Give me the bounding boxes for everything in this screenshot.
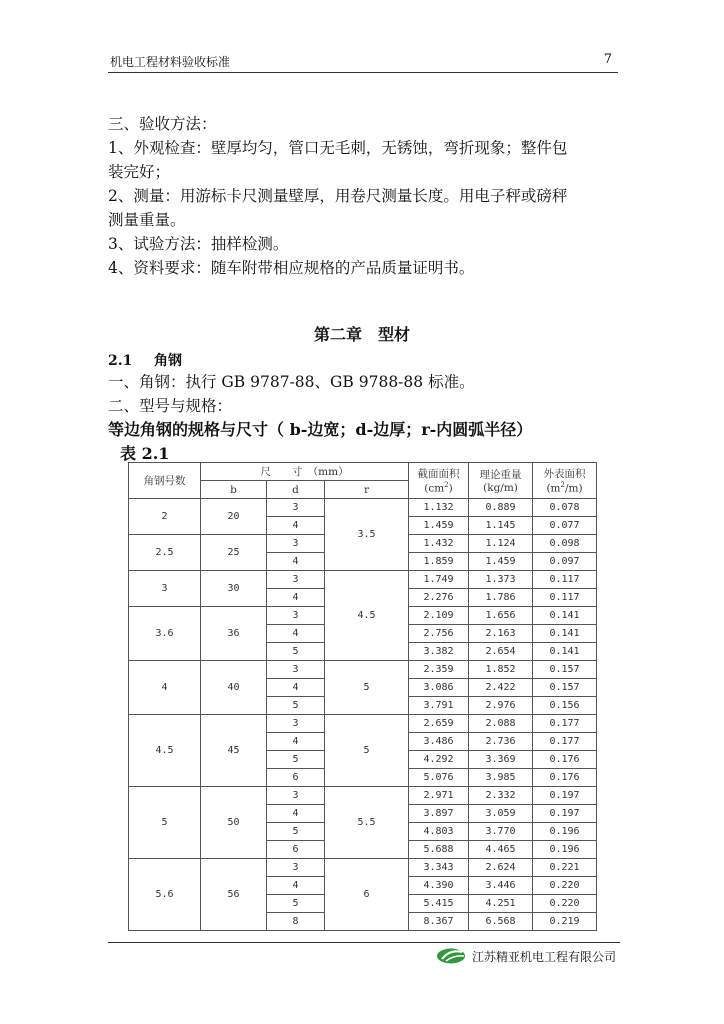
b-cell: 50 [201,787,267,859]
table-label: 表 2.1 [120,444,170,463]
d-cell: 5 [267,823,325,841]
surface-cell: 0.197 [533,787,597,805]
surface-cell: 0.156 [533,697,597,715]
weight-cell: 2.332 [469,787,533,805]
page-number: 7 [603,52,612,67]
footer-divider [108,942,620,943]
d-cell: 3 [267,607,325,625]
weight-cell: 2.422 [469,679,533,697]
area-cell: 2.971 [409,787,469,805]
model-cell: 5 [129,787,201,859]
d-cell: 4 [267,733,325,751]
section-heading [108,350,182,370]
model-cell: 3.6 [129,607,201,661]
weight-cell: 1.656 [469,607,533,625]
section-title: 角钢 [154,353,182,369]
page-footer [436,947,616,965]
standard-line: 一、角钢：执行 GB 9787-88、GB 9788-88 标准。 [108,373,475,391]
surface-cell: 0.141 [533,643,597,661]
b-cell: 36 [201,607,267,661]
area-cell: 1.432 [409,535,469,553]
weight-cell: 2.736 [469,733,533,751]
surface-cell: 0.157 [533,661,597,679]
surface-cell: 0.196 [533,823,597,841]
surface-unit-text: (m [546,482,561,495]
header-r: r [325,481,409,499]
section-number: 2.1 [108,353,133,369]
surface-cell: 0.220 [533,877,597,895]
area-cell: 1.749 [409,571,469,589]
header-area [409,463,469,499]
weight-cell: 2.976 [469,697,533,715]
d-cell: 6 [267,769,325,787]
area-cell: 4.390 [409,877,469,895]
surface-cell: 0.078 [533,499,597,517]
weight-cell: 1.459 [469,553,533,571]
d-cell: 5 [267,751,325,769]
area-cell: 2.109 [409,607,469,625]
surface-cell: 0.177 [533,715,597,733]
header-weight-unit: (kg/m) [483,482,518,494]
method-block [108,112,620,280]
b-cell: 40 [201,661,267,715]
surface-cell: 0.117 [533,589,597,607]
weight-cell: 4.251 [469,895,533,913]
surface-cell: 0.141 [533,607,597,625]
area-unit-sup: 2 [444,481,449,490]
area-cell: 1.459 [409,517,469,535]
area-cell: 5.688 [409,841,469,859]
b-cell: 25 [201,535,267,571]
header-surface-label: 外表面积 [543,468,586,481]
area-cell: 3.791 [409,697,469,715]
model-cell: 3 [129,571,201,607]
area-cell: 2.756 [409,625,469,643]
d-cell: 3 [267,535,325,553]
method-line: 4、资料要求：随车附带相应规格的产品质量证明书。 [108,259,475,277]
header-weight-label: 理论重量 [479,469,522,481]
table-row [129,787,597,805]
surface-cell: 0.176 [533,751,597,769]
header-b: b [201,481,267,499]
header-area-unit [409,481,468,495]
d-cell: 3 [267,859,325,877]
d-cell: 5 [267,643,325,661]
table-row [129,571,597,589]
model-cell: 2 [129,499,201,535]
surface-cell: 0.220 [533,895,597,913]
header-area-label: 截面面积 [417,468,460,481]
d-cell: 4 [267,517,325,535]
weight-cell: 3.770 [469,823,533,841]
r-cell: 3.5 [325,499,409,571]
table-body [129,499,597,931]
method-line: 3、试验方法：抽样检测。 [108,235,289,253]
area-cell: 4.803 [409,823,469,841]
area-unit-close: ) [448,482,453,495]
r-cell: 5 [325,661,409,715]
weight-cell: 2.624 [469,859,533,877]
area-cell: 2.276 [409,589,469,607]
method-line: 测量重量。 [108,211,186,229]
r-cell: 5.5 [325,787,409,859]
d-cell: 3 [267,499,325,517]
area-cell: 1.859 [409,553,469,571]
area-cell: 3.486 [409,733,469,751]
d-cell: 4 [267,625,325,643]
table-row [129,859,597,877]
area-cell: 4.292 [409,751,469,769]
company-name: 江苏精亚机电工程有限公司 [471,949,616,964]
method-line: 2、测量：用游标卡尺测量壁厚，用卷尺测量长度。用电子秤或磅秤 [108,187,568,205]
weight-cell: 3.985 [469,769,533,787]
d-cell: 3 [267,571,325,589]
surface-cell: 0.097 [533,553,597,571]
surface-cell: 0.221 [533,859,597,877]
area-cell: 2.359 [409,661,469,679]
area-cell: 5.076 [409,769,469,787]
surface-cell: 0.196 [533,841,597,859]
surface-cell: 0.157 [533,679,597,697]
area-cell: 3.897 [409,805,469,823]
d-cell: 4 [267,805,325,823]
d-cell: 4 [267,553,325,571]
angle-steel-table [128,462,597,931]
surface-cell: 0.098 [533,535,597,553]
spec-block [108,370,620,418]
surface-cell: 0.177 [533,733,597,751]
table-title: 等边角钢的规格与尺寸（ b-边宽；d-边厚；r-内圆弧半径） [108,420,533,439]
company-logo-icon [436,947,470,965]
weight-cell: 1.145 [469,517,533,535]
surface-unit-close: /m) [564,482,583,495]
header-surface [533,463,597,499]
model-cell: 5.6 [129,859,201,931]
table-row [129,715,597,733]
document-title: 机电工程材料验收标准 [110,55,231,69]
surface-cell: 0.176 [533,769,597,787]
weight-cell: 1.852 [469,661,533,679]
d-cell: 4 [267,877,325,895]
area-cell: 8.367 [409,913,469,931]
weight-cell: 2.163 [469,625,533,643]
b-cell: 20 [201,499,267,535]
d-cell: 6 [267,841,325,859]
area-cell: 2.659 [409,715,469,733]
b-cell: 45 [201,715,267,787]
weight-cell: 1.124 [469,535,533,553]
area-cell: 3.343 [409,859,469,877]
b-cell: 56 [201,859,267,931]
d-cell: 3 [267,715,325,733]
d-cell: 5 [267,697,325,715]
d-cell: 4 [267,589,325,607]
header-d: d [267,481,325,499]
weight-cell: 1.786 [469,589,533,607]
surface-cell: 0.141 [533,625,597,643]
spec-heading: 二、型号与规格： [108,397,233,415]
header-weight [469,463,533,499]
weight-cell: 6.568 [469,913,533,931]
d-cell: 4 [267,679,325,697]
d-cell: 3 [267,787,325,805]
method-heading: 三、验收方法： [108,115,217,133]
table-row [129,661,597,679]
chapter-title: 第二章 型材 [313,325,410,344]
surface-cell: 0.077 [533,517,597,535]
weight-cell: 3.059 [469,805,533,823]
d-cell: 5 [267,895,325,913]
area-cell: 5.415 [409,895,469,913]
weight-cell: 0.889 [469,499,533,517]
header-model: 角钢号数 [129,463,201,499]
r-cell: 5 [325,715,409,787]
header-dimension: 尺 寸 （mm） [201,463,409,481]
weight-cell: 2.088 [469,715,533,733]
area-cell: 1.132 [409,499,469,517]
surface-unit-sup: 2 [560,481,565,490]
surface-cell: 0.219 [533,913,597,931]
d-cell: 3 [267,661,325,679]
r-cell: 6 [325,859,409,931]
weight-cell: 3.446 [469,877,533,895]
weight-cell: 1.373 [469,571,533,589]
surface-cell: 0.197 [533,805,597,823]
method-line: 1、外观检查：壁厚均匀，管口无毛刺，无锈蚀，弯折现象；整件包 [108,139,568,157]
table-row [129,499,597,517]
weight-cell: 2.654 [469,643,533,661]
d-cell: 8 [267,913,325,931]
area-unit-text: (cm [424,482,445,495]
header-surface-unit [533,481,596,495]
model-cell: 4 [129,661,201,715]
model-cell: 4.5 [129,715,201,787]
r-cell: 4.5 [325,571,409,661]
model-cell: 2.5 [129,535,201,571]
b-cell: 30 [201,571,267,607]
weight-cell: 4.465 [469,841,533,859]
area-cell: 3.382 [409,643,469,661]
surface-cell: 0.117 [533,571,597,589]
area-cell: 3.086 [409,679,469,697]
method-line: 装完好； [108,163,171,181]
page-header [108,50,618,73]
weight-cell: 3.369 [469,751,533,769]
